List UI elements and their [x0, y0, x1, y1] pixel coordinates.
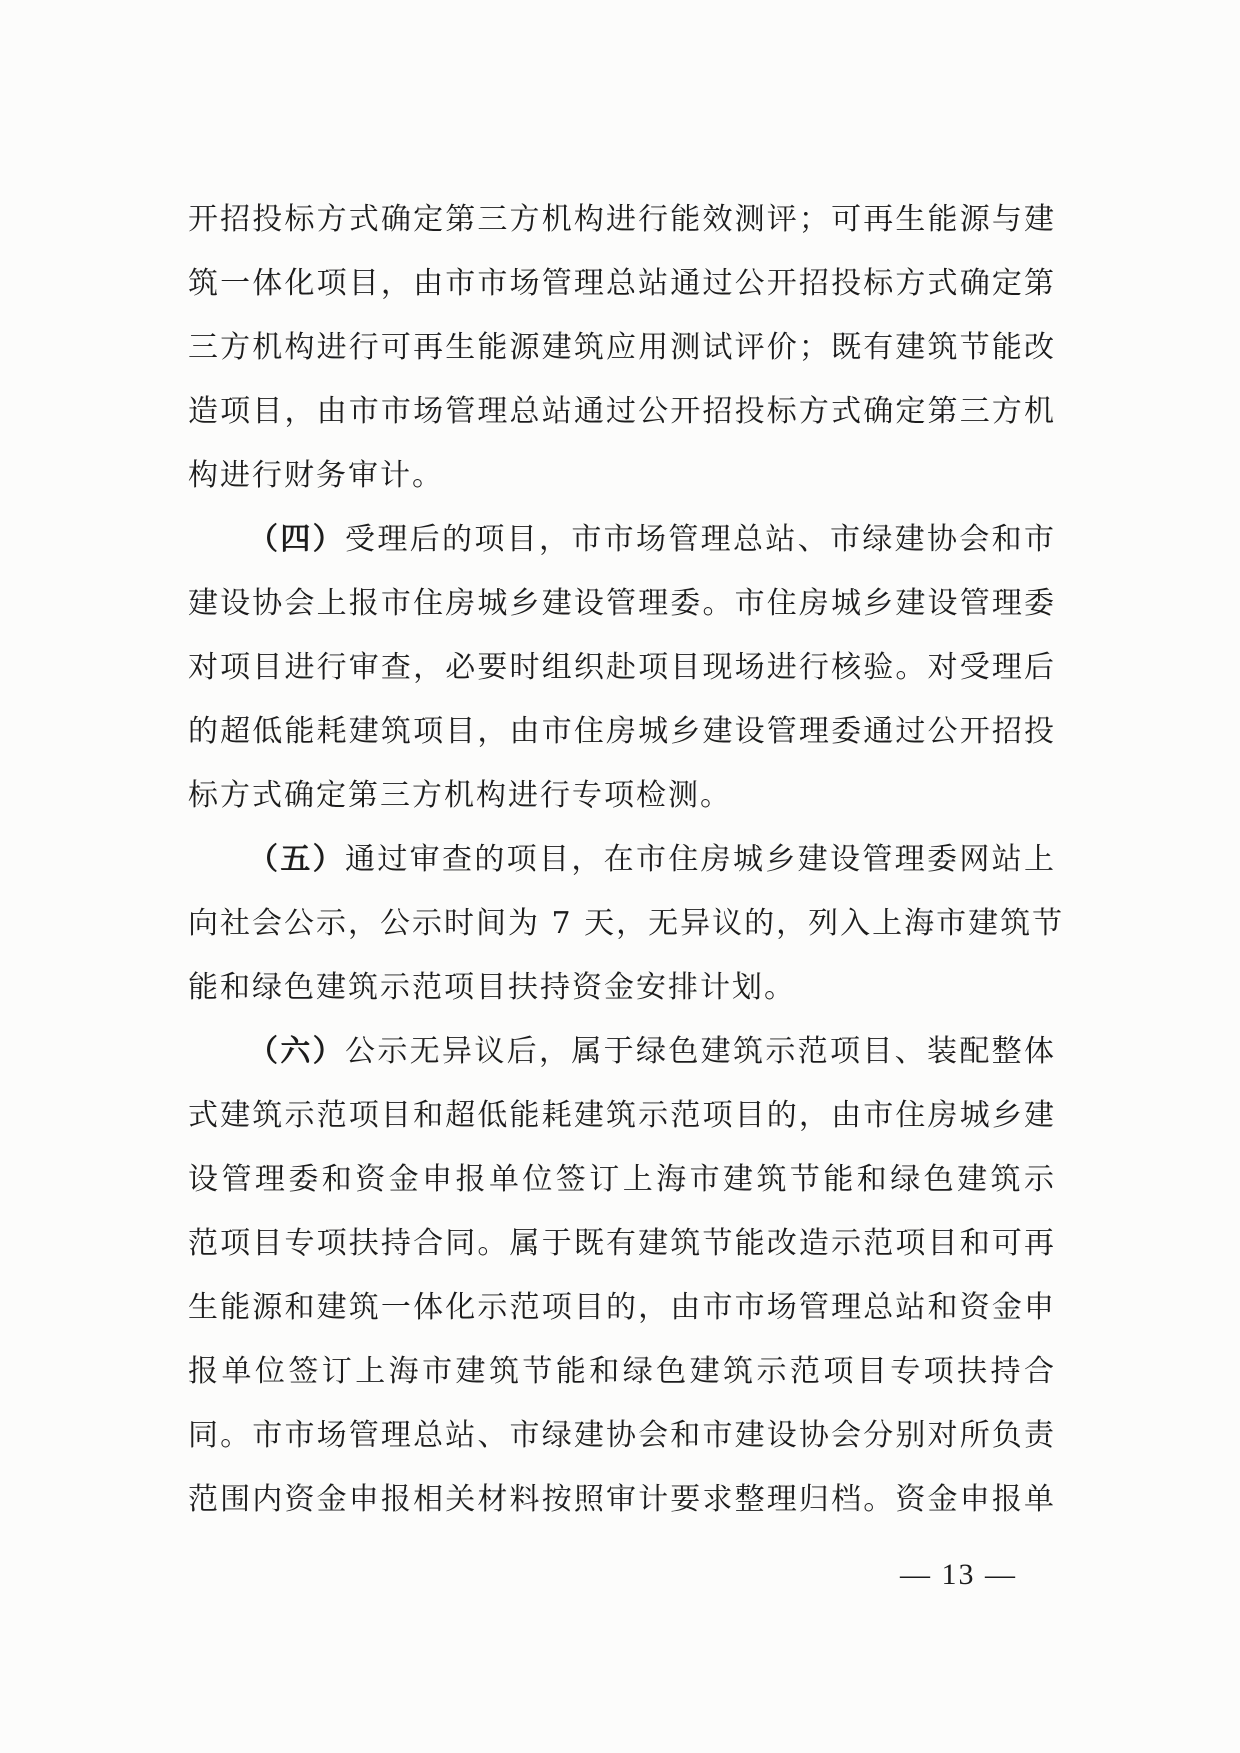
text-line: 造项目，由市市场管理总站通过公开招投标方式确定第三方机 — [188, 394, 1056, 429]
text-line: 生能源和建筑一体化示范项目的，由市市场管理总站和资金申 — [188, 1290, 1056, 1325]
text-line: 建设协会上报市住房城乡建设管理委。市住房城乡建设管理委 — [188, 586, 1056, 621]
text-line: 三方机构进行可再生能源建筑应用测试评价；既有建筑节能改 — [188, 330, 1056, 365]
paragraph-number: （六） — [248, 1034, 345, 1069]
text-line: 报单位签订上海市建筑节能和绿色建筑示范项目专项扶持合 — [188, 1354, 1056, 1389]
text-line: 范围内资金申报相关材料按照审计要求整理归档。资金申报单 — [188, 1482, 1056, 1517]
text-line: 筑一体化项目，由市市场管理总站通过公开招投标方式确定第 — [188, 266, 1056, 301]
text-line: 开招投标方式确定第三方机构进行能效测评；可再生能源与建 — [188, 202, 1056, 237]
text-line: 对项目进行审查，必要时组织赴项目现场进行核验。对受理后 — [188, 650, 1056, 685]
text-line: 式建筑示范项目和超低能耗建筑示范项目的，由市住房城乡建 — [188, 1098, 1056, 1133]
body-text — [188, 188, 1065, 1532]
paragraph-text: 公示无异议后，属于绿色建筑示范项目、装配整体 — [345, 1034, 1056, 1069]
text-line: 标方式确定第三方机构进行专项检测。 — [188, 778, 732, 813]
paragraph-number: （五） — [248, 842, 345, 877]
paragraph-first-line — [188, 1020, 1056, 1084]
text-line: 同。市市场管理总站、市绿建协会和市建设协会分别对所负责 — [188, 1418, 1056, 1453]
text-line: 范项目专项扶持合同。属于既有建筑节能改造示范项目和可再 — [188, 1226, 1056, 1261]
text-line: 设管理委和资金申报单位签订上海市建筑节能和绿色建筑示 — [188, 1162, 1056, 1197]
text-line: 的超低能耗建筑项目，由市住房城乡建设管理委通过公开招投 — [188, 714, 1056, 749]
text-line: 构进行财务审计。 — [188, 458, 444, 493]
paragraph-number: （四） — [248, 522, 345, 557]
text-line: 向社会公示，公示时间为 7 天，无异议的，列入上海市建筑节 — [188, 906, 1065, 941]
page-number: — 13 — — [900, 1558, 1017, 1591]
paragraph-first-line — [188, 508, 1056, 572]
paragraph-text: 通过审查的项目，在市住房城乡建设管理委网站上 — [345, 842, 1056, 877]
paragraph-first-line — [188, 828, 1056, 892]
paragraph-text: 受理后的项目，市市场管理总站、市绿建协会和市 — [345, 522, 1056, 557]
text-line: 能和绿色建筑示范项目扶持资金安排计划。 — [188, 970, 796, 1005]
